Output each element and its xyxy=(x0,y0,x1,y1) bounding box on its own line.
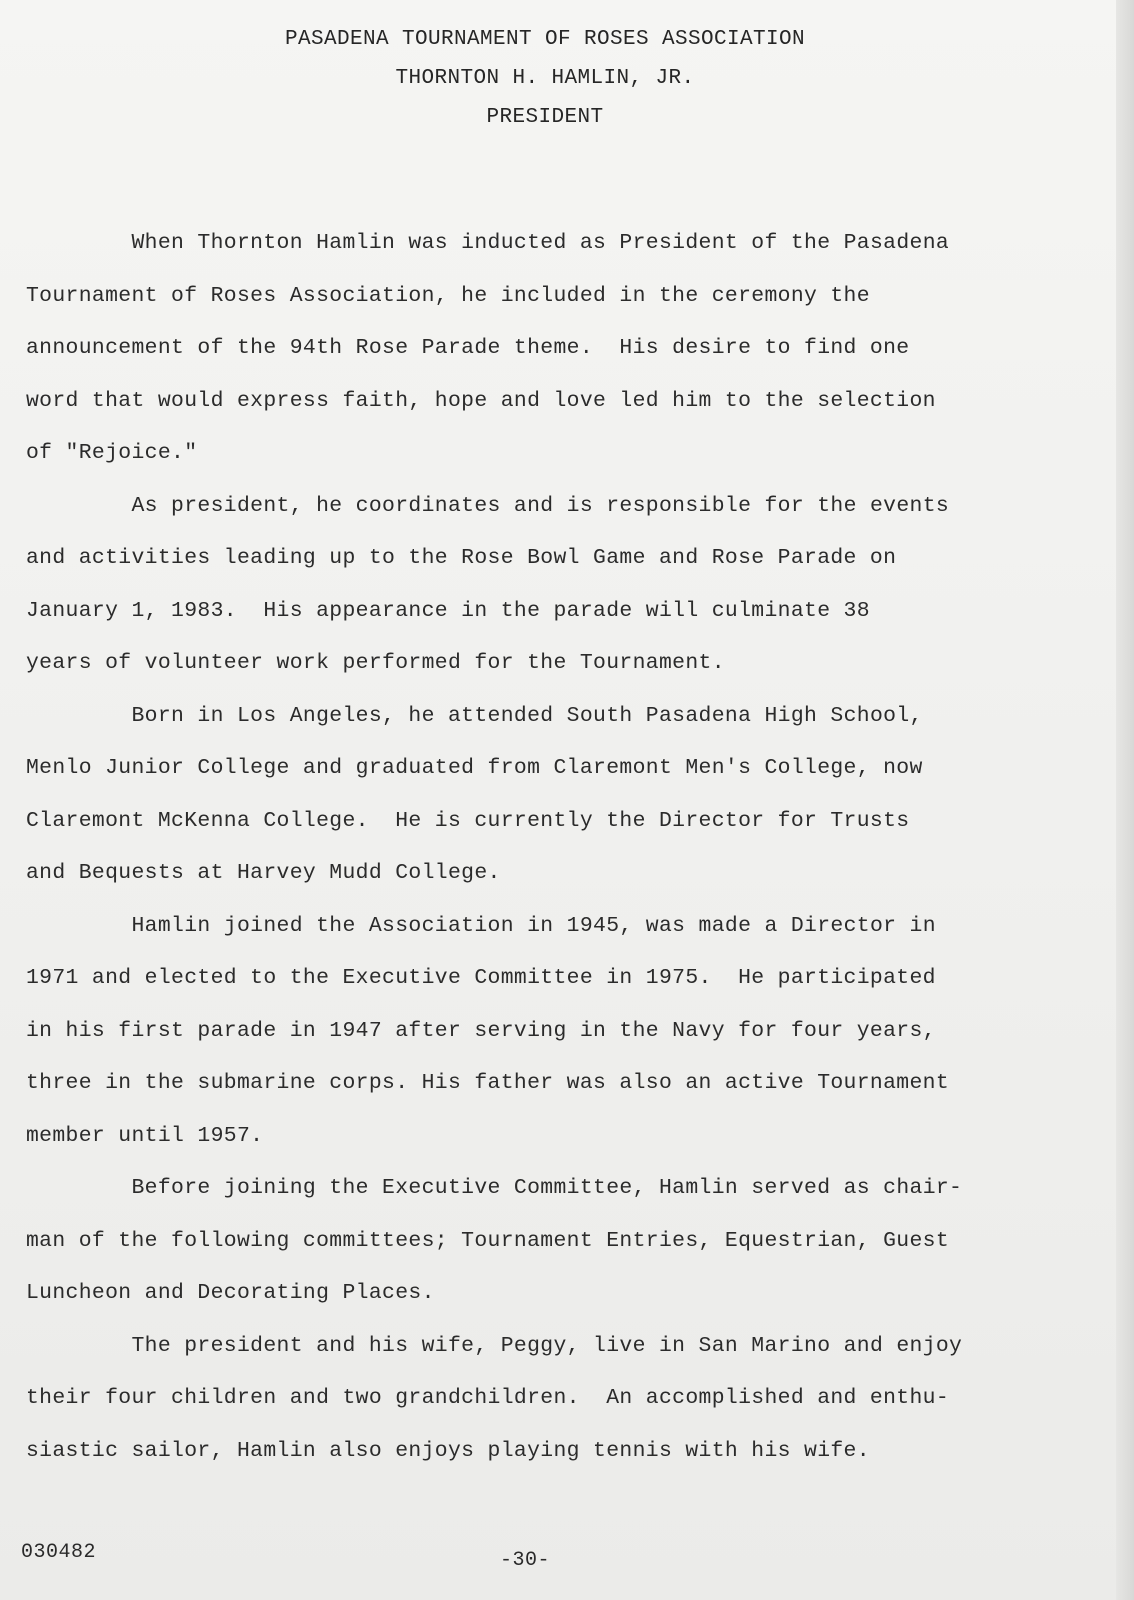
person-name: THORNTON H. HAMLIN, JR. xyxy=(395,67,695,90)
body-text xyxy=(26,217,1106,1477)
page-edge-shadow xyxy=(1116,0,1134,1600)
paragraph-family: The president and his wife, Peggy, live in San Marino and enjoy their four children and two grandchildren. An accomplished and enthu- siastic sailor, Hamlin also enjoys playing tennis with his wife. xyxy=(26,1333,963,1463)
person-title: PRESIDENT xyxy=(486,106,604,129)
organization-name: PASADENA TOURNAMENT OF ROSES ASSOCIATION xyxy=(284,28,806,51)
paragraph-education: Born in Los Angeles, he attended South Pasadena High School, Menlo Junior College and graduated from Claremont Men's College, now Claremont McKenna College. He is currently the Director for Trusts and Bequests at Harvey Mudd College. xyxy=(26,703,923,885)
paragraph-responsibilities: As president, he coordinates and is responsible for the events and activities leading up to the Rose Bowl Game and Rose Parade on January 1, 1983. His appearance in the parade will culminate 38 years of volunteer work performed for the Tournament. xyxy=(26,493,950,675)
paragraph-induction: When Thornton Hamlin was inducted as President of the Pasadena Tournament of Roses Association, he included in the ceremony the announcement of the 94th Rose Parade theme. His desire to find one word that would express faith, hope and love led him to the selection of "Rejoice." xyxy=(26,231,950,465)
letterhead xyxy=(0,20,1090,137)
paragraph-association-history: Hamlin joined the Association in 1945, was made a Director in 1971 and elected to the Executive Committee in 1975. He participated in his first parade in 1947 after serving in the Navy for four years, three in the submarine corps. His father was also an active Tournament member until 1957. xyxy=(26,913,950,1148)
paragraph-committees: Before joining the Executive Committee, Hamlin served as chair- man of the following committees; Tournament Entries, Equestrian, Guest Luncheon and Decorating Places. xyxy=(26,1176,963,1305)
document-code: 030482 xyxy=(21,1541,97,1564)
page-number: -30- xyxy=(500,1549,551,1572)
